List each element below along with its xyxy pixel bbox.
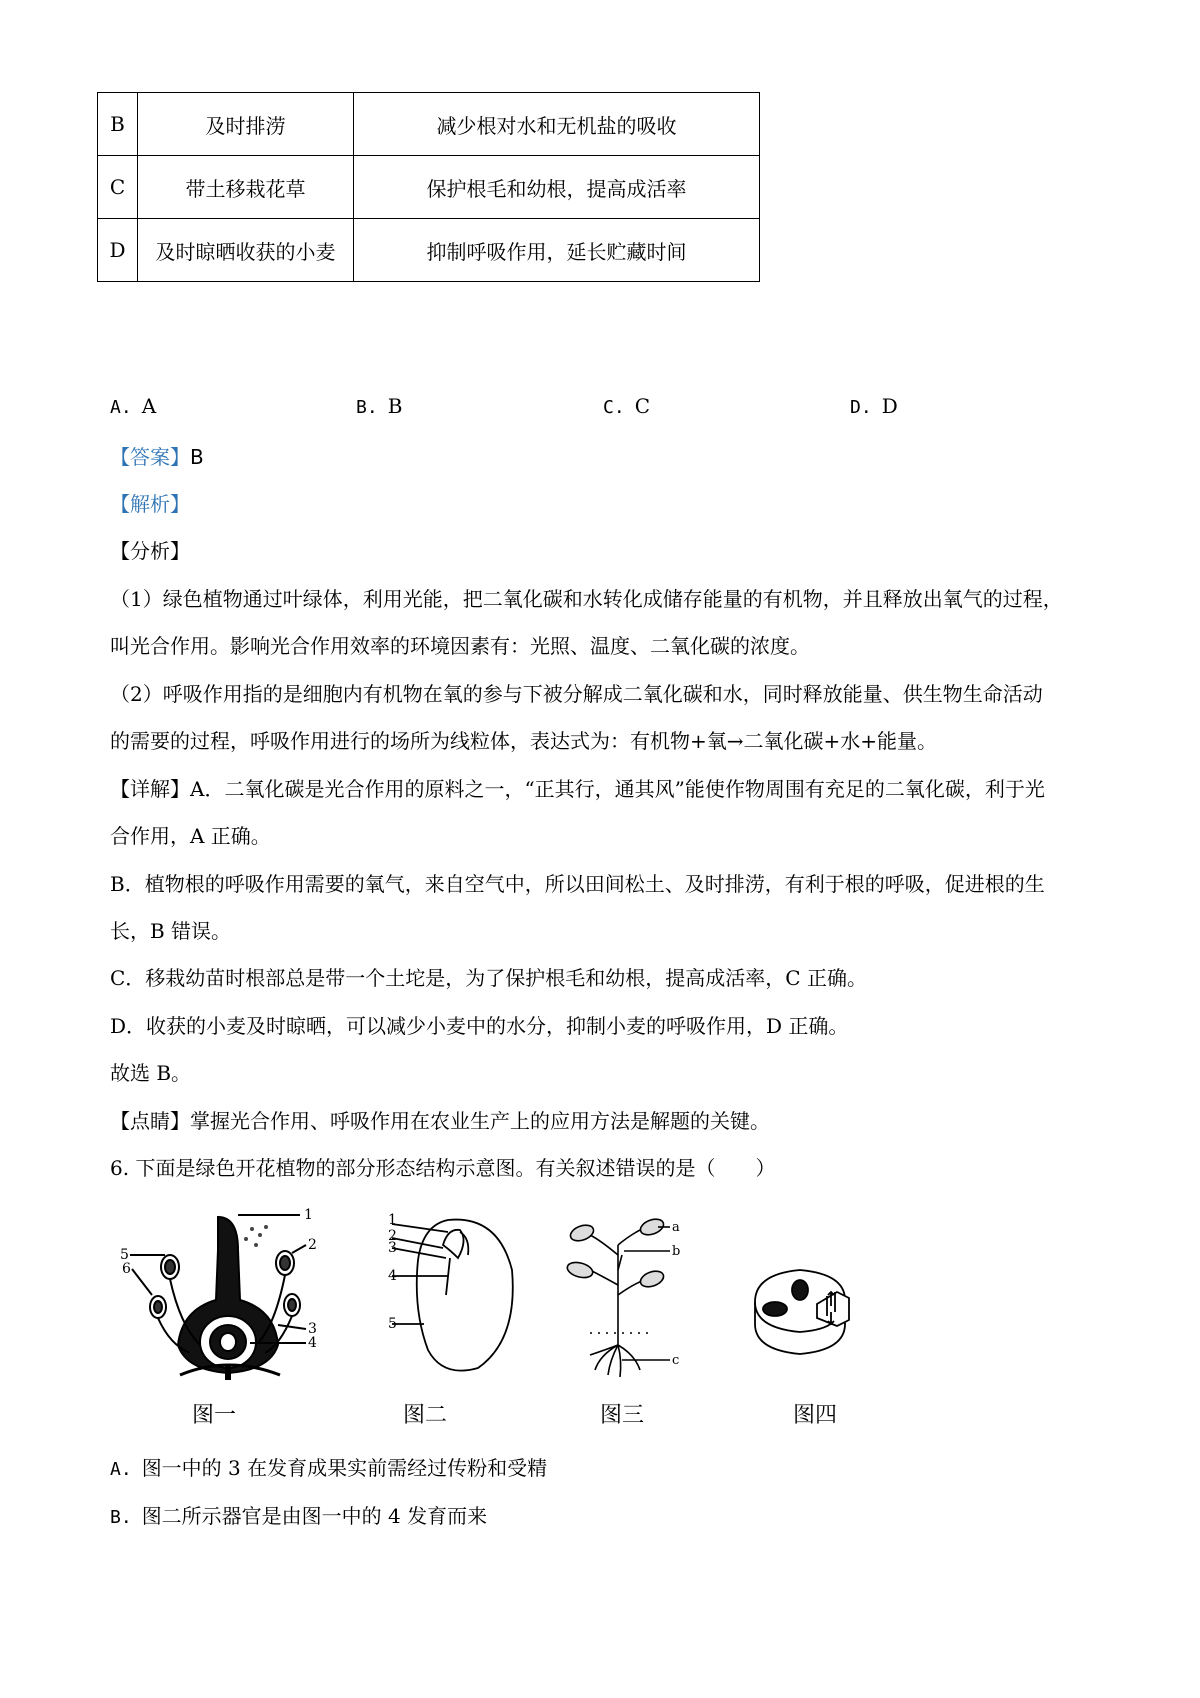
selection: 故选 B。 <box>110 1061 192 1085</box>
figure-4-caption: 图四 <box>793 1403 838 1428</box>
figure-1-flower <box>120 1205 335 1380</box>
fig1-label: 4 <box>308 1335 317 1351</box>
figure-4-block <box>745 1262 860 1362</box>
q6-option-b: B. 图二所示器官是由图一中的 4 发育而来 <box>110 1504 488 1528</box>
row-letter: B <box>98 93 138 156</box>
fig2-label: 1 <box>388 1212 397 1228</box>
option-a: A. A <box>110 394 157 418</box>
row-measure: 及时晾晒收获的小麦 <box>138 219 354 282</box>
option-d: D. D <box>850 394 898 418</box>
detail-c: C．移栽幼苗时根部总是带一个土坨是，为了保护根毛和幼根，提高成活率，C 正确。 <box>110 966 867 990</box>
option-b: B. B <box>356 394 403 418</box>
row-letter: C <box>98 156 138 219</box>
fig3-label: b <box>672 1244 681 1259</box>
tip: 【点睛】掌握光合作用、呼吸作用在农业生产上的应用方法是解题的关键。 <box>110 1109 770 1133</box>
fig3-label: a <box>672 1220 680 1235</box>
detail-a-2: 合作用，A 正确。 <box>110 824 271 848</box>
row-letter: D <box>98 219 138 282</box>
analysis-p1a: （1）绿色植物通过叶绿体，利用光能，把二氧化碳和水转化成储存能量的有机物，并且释放出氧气的过程， <box>110 587 1063 611</box>
table-row <box>98 156 760 219</box>
analysis-tag: 【分析】 <box>110 539 190 563</box>
figure-2-caption: 图二 <box>403 1403 448 1428</box>
analysis-p1b: 叫光合作用。影响光合作用效率的环境因素有：光照、温度、二氧化碳的浓度。 <box>110 634 810 658</box>
figure-3-plant <box>560 1215 690 1380</box>
analysis-p2a: （2）呼吸作用指的是细胞内有机物在氧的参与下被分解成二氧化碳和水，同时释放能量、供生物生命活动 <box>110 682 1043 706</box>
analysis-p2b: 的需要的过程，呼吸作用进行的场所为线粒体，表达式为：有机物+氧→二氧化碳+水+能量。 <box>110 729 938 753</box>
detail-b-2: 长，B 错误。 <box>110 919 232 943</box>
table-row <box>98 93 760 156</box>
question-6: 6. 下面是绿色开花植物的部分形态结构示意图。有关叙述错误的是（ ） <box>110 1156 776 1180</box>
detail-b-1: B．植物根的呼吸作用需要的氧气，来自空气中，所以田间松土、及时排涝，有利于根的呼吸，促进根的生 <box>110 872 1045 896</box>
explain-tag: 【解析】 <box>110 492 190 516</box>
answer-value: B <box>190 445 204 469</box>
fig3-label: c <box>672 1353 680 1368</box>
option-c: C. C <box>603 394 650 418</box>
fig2-label: 2 <box>388 1228 397 1244</box>
fig2-label: 3 <box>388 1240 397 1256</box>
fig2-label: 4 <box>388 1268 397 1284</box>
figure-3-caption: 图三 <box>600 1403 645 1428</box>
detail-d: D．收获的小麦及时晾晒，可以减少小麦中的水分，抑制小麦的呼吸作用，D 正确。 <box>110 1014 849 1038</box>
row-purpose: 保护根毛和幼根，提高成活率 <box>354 156 760 219</box>
fig1-label: 5 <box>120 1247 129 1263</box>
measures-table <box>97 92 760 282</box>
row-purpose: 减少根对水和无机盐的吸收 <box>354 93 760 156</box>
fig1-label: 2 <box>308 1237 317 1253</box>
figure-1-caption: 图一 <box>192 1403 237 1428</box>
answer-line <box>110 441 204 470</box>
figure-2-seed <box>388 1210 528 1380</box>
answer-tag: 【答案】 <box>110 445 190 469</box>
fig2-label: 5 <box>388 1316 397 1332</box>
detail-a-1: 【详解】A．二氧化碳是光合作用的原料之一，“正其行，通其风”能使作物周围有充足的二氧化碳，利于光 <box>110 777 1045 801</box>
fig1-label: 1 <box>304 1207 313 1223</box>
row-purpose: 抑制呼吸作用，延长贮藏时间 <box>354 219 760 282</box>
row-measure: 带土移栽花草 <box>138 156 354 219</box>
fig1-label: 6 <box>122 1261 131 1277</box>
q6-option-a: A. 图一中的 3 在发育成果实前需经过传粉和受精 <box>110 1456 548 1480</box>
row-measure: 及时排涝 <box>138 93 354 156</box>
fig1-label: 3 <box>308 1321 317 1337</box>
table-row <box>98 219 760 282</box>
